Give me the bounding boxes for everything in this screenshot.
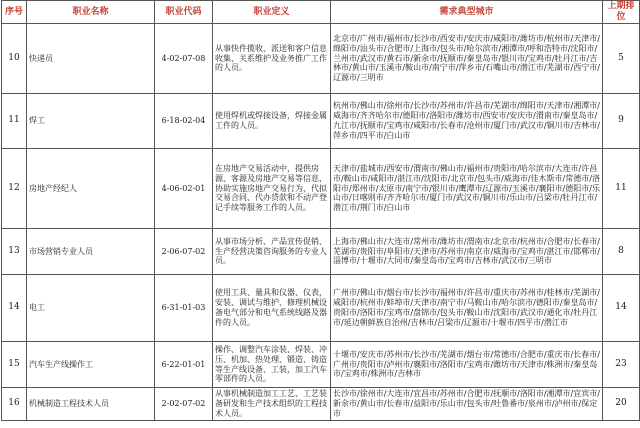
table-row — [2, 94, 640, 149]
row-code: 6-31-01-03 — [155, 275, 213, 342]
row-definition: 在房地产交易活动中，提供房源、客源及房地产交易等信息，协助实施房地产交易行为，代拟交易合同、代办贷款和不动产登记手续等服务工作的人员。 — [213, 149, 331, 229]
row-definition: 从事快件揽收、派送和客户信息收集、关系维护及业务推广工作的人员。 — [213, 24, 331, 94]
row-code: 4-02-07-08 — [155, 24, 213, 94]
row-rank: 11 — [603, 149, 640, 229]
row-definition: 从事机械制造加工工艺、工艺装备研发和生产技术组织的工程技术人员。 — [213, 388, 331, 421]
row-rank: 5 — [603, 24, 640, 94]
row-name: 房地产经纪人 — [27, 149, 155, 229]
row-seq: 11 — [2, 94, 27, 149]
row-cities: 长沙市/徐州市/大连市/宜昌市/苏州市/合肥市/抚顺市/洛阳市/湘潭市/宜宾市/新余市/黄山市/长春市/益阳市/乐山市/包头市/吐鲁番市/泉州市/泸州市/保定市 — [331, 388, 603, 421]
row-code: 4-06-02-01 — [155, 149, 213, 229]
row-definition: 操作、调整汽车涂装、焊装、冲压、机加、热处理、锻造、铸造等生产线设备、工装，加工汽车零部件的人员。 — [213, 342, 331, 388]
header-seq: 序号 — [2, 1, 27, 24]
row-cities: 天津市/盐城市/西安市/渭南市/佛山市/福州市/贵阳市/哈尔滨市/大连市/许昌市/鞍山市/咸阳市/湛江市/沈阳市/北京市/包头市/威海市/佳木斯市/常德市/洛阳市/郑州市/太原市/南宁市/银川市/鹰潭市/辽源市/玉溪市/襄阳市/德阳市/乐山市/日喀则市/齐齐哈尔市/厦门市/武汉市/铜川市/乐山市/吕梁市/牡丹江市/潜江市/荆门市/白山市 — [331, 149, 603, 229]
row-cities: 十堰市/安庆市/苏州市/长沙市/芜湖市/烟台市/常德市/合肥市/重庆市/长春市/广州市/贵阳市/泸州市/襄阳市/洛阳市/宝鸡市/潍坊市/天津市/株洲市/秦皇岛市/宝鸡市/株洲市/吉林市 — [331, 342, 603, 388]
row-name: 汽车生产线操作工 — [27, 342, 155, 388]
row-rank: 14 — [603, 275, 640, 342]
row-cities: 广州市/佛山市/烟台市/长沙市/福州市/许昌市/重庆市/苏州市/桂林市/芜湖市/咸阳市/杭州市/蚌埠市/天津市/南宁市/马鞍山市/哈尔滨市/德阳市/秦皇岛市/贵阳市/洛阳市/宝鸡市/盘锦市/包头市/鞍山市/沈阳市/武汉市/通化市/牡丹江市/延边朝鲜族自治州/吉林市/吕梁市/辽源市/十堰市/四平市/潜江市 — [331, 275, 603, 342]
row-name: 快递员 — [27, 24, 155, 94]
row-code: 2-06-07-02 — [155, 229, 213, 275]
row-name: 机械制造工程技术人员 — [27, 388, 155, 421]
row-definition: 使用工具、量具和仪器、仪表，安装、调试与维护、修理机械设备电气部分和电气系统线路及器件的人员。 — [213, 275, 331, 342]
row-rank: 9 — [603, 94, 640, 149]
row-code: 2-02-07-02 — [155, 388, 213, 421]
header-definition: 职业定义 — [213, 1, 331, 24]
table-row — [2, 275, 640, 342]
row-seq: 15 — [2, 342, 27, 388]
header-rank: 上期排位 — [603, 1, 640, 24]
row-rank: 23 — [603, 342, 640, 388]
row-name: 焊工 — [27, 94, 155, 149]
row-cities: 上海市/佛山市/大连市/常州市/潍坊市/渭南市/北京市/杭州市/合肥市/长春市/芜湖市/贵阳市/阜阳市/天津市/苏州市/南京市/威海市/宝鸡市/湛江市/邯郸市/淄博市/十堰市/大同市/秦皇岛市/宝鸡市/吉林市/武汉市/三明市 — [331, 229, 603, 275]
row-name: 电工 — [27, 275, 155, 342]
header-row — [2, 1, 640, 24]
row-code: 6-18-02-04 — [155, 94, 213, 149]
row-seq: 16 — [2, 388, 27, 421]
row-seq: 14 — [2, 275, 27, 342]
row-code: 6-22-01-01 — [155, 342, 213, 388]
row-cities: 北京市/广州市/福州市/长沙市/西安市/安庆市/咸阳市/潍坊市/杭州市/天津市/绵阳市/汕头市/合肥市/上海市/包头市/哈尔滨市/湘潭市/呼和浩特市/沈阳市/兰州市/武汉市/黄石市/新余市/抚顺市/秦皇岛市/银川市/宝鸡市/牡丹江市/吉林市/黄山市/玉溪市/鞍山市/南宁市/萍乡市/石嘴山市/潜江市/芜湖市/西宁市/辽源市/三明市 — [331, 24, 603, 94]
table-row — [2, 342, 640, 388]
header-cities: 需求典型城市 — [331, 1, 603, 24]
table-row — [2, 229, 640, 275]
row-seq: 10 — [2, 24, 27, 94]
row-cities: 杭州市/佛山市/徐州市/长沙市/苏州市/许昌市/芜湖市/绵阳市/天津市/湘潭市/威海市/齐齐哈尔市/德阳市/洛阳市/潍坊市/西安市/安庆市/渭南市/秦皇岛市/九江市/抚顺市/宝鸡市/咸阳市/长春市/沧州市/厦门市/武汉市/铜川市/吉林市/萍乡市/四平市/白山市 — [331, 94, 603, 149]
row-rank: 8 — [603, 229, 640, 275]
table-row — [2, 388, 640, 421]
row-definition: 使用焊机或焊接设备，焊接金属工件的人员。 — [213, 94, 331, 149]
row-definition: 从事市场分析、产品宣传促销、生产经营决策咨询服务的专业人员。 — [213, 229, 331, 275]
table-row — [2, 149, 640, 229]
occupation-table — [1, 0, 640, 421]
header-code: 职业代码 — [155, 1, 213, 24]
row-seq: 13 — [2, 229, 27, 275]
header-name: 职业名称 — [27, 1, 155, 24]
row-seq: 12 — [2, 149, 27, 229]
row-rank: 20 — [603, 388, 640, 421]
row-name: 市场营销专业人员 — [27, 229, 155, 275]
table-row — [2, 24, 640, 94]
